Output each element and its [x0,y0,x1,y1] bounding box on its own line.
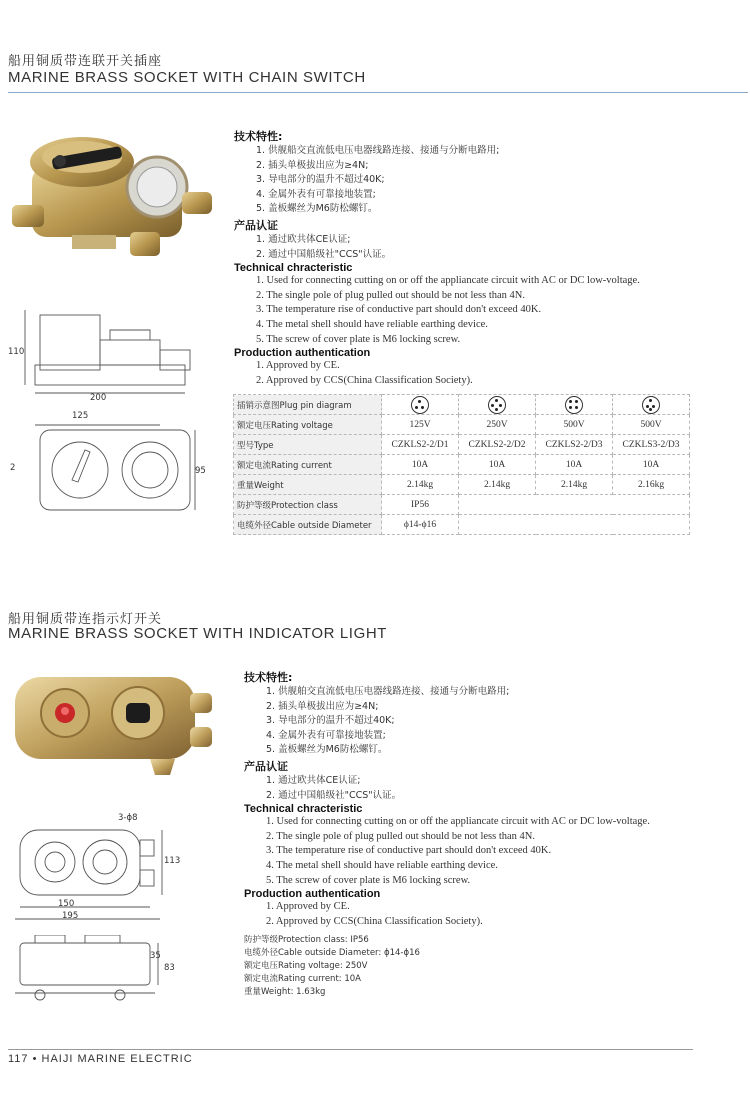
list-item: 1. 通过欧共体CE认证; [256,233,351,245]
table-cell: 125V [382,415,459,435]
table-cell: CZKLS2-2/D1 [382,435,459,455]
table-row [234,435,690,455]
pin-diagram-icon [642,396,660,414]
protection-label: 防护等级Protection class [234,495,382,515]
list-item: 3. The temperature rise of conductive part should don't exceed 40K. [256,304,542,316]
table-cell: CZKLS3-2/D3 [613,435,690,455]
list-item: 1. Approved by CE. [266,901,350,913]
list-item: 4. 金属外表有可靠接地装置; [256,188,376,200]
pin-diagram-icon [565,396,583,414]
chain-switch-socket-photo [12,127,222,267]
table-cell: 250V [459,415,536,435]
cert-cn-heading: 产品认证 [244,759,288,773]
list-item: 3. The temperature rise of conductive part should don't exceed 40K. [266,845,552,857]
cert-cn-list [266,774,650,803]
table-cell: CZKLS2-2/D2 [459,435,536,455]
list-item: 2. The single pole of plug pulled out should be not less than 4N. [256,289,525,301]
section1-text [234,128,640,388]
dim-h3: 83 [164,963,175,973]
dim-left: 2 [10,463,16,473]
table-cell: 500V [536,415,613,435]
list-item: 1. 通过欧共体CE认证; [266,774,361,786]
table-row [234,475,690,495]
tech-cn-list [256,144,640,217]
tech-en-list [256,274,640,347]
side-view-drawing [10,305,210,405]
cert-en-heading: Production authentication [234,347,371,360]
page-footer: 117 • HAIJI MARINE ELECTRIC [8,1053,193,1065]
table-cell: 2.16kg [613,475,690,495]
list-item: 1. Approved by CE. [256,360,340,372]
pin-diagram-icon [488,396,506,414]
spec-current: 额定电流Rating current: 10A [244,974,361,985]
list-item: 1. 供舰船交直流低电压电器线路连接、接通与分断电路用; [256,145,500,156]
dim-h2: 35 [150,951,161,961]
table-row [234,395,690,415]
table-row [234,455,690,475]
table-cell: 500V [613,415,690,435]
indicator-light-socket-photo [10,665,215,780]
table-cell: ϕ14-ϕ16 [382,515,459,535]
list-item: 1. Used for connecting cutting on or off the appliancate circuit with AC or DC low-voltage. [256,275,640,287]
dim-w2: 195 [62,911,79,921]
section2-title-en: MARINE BRASS SOCKET WITH INDICATOR LIGHT [8,625,388,642]
plug-diagram-label: 插销示意图Plug pin diagram [234,395,382,415]
table-row [234,515,690,535]
dim-w1: 150 [58,899,75,909]
list-item: 5. 盖板螺丝为M6防松螺钉。 [266,744,388,756]
cert-en-list [266,900,650,929]
spec-protection: 防护等级Protection class: IP56 [244,935,369,946]
cert-en-heading: Production authentication [244,888,381,901]
list-item: 2. The single pole of plug pulled out should be not less than 4N. [266,830,535,842]
tech-cn-heading: 技术特性: [244,671,293,684]
list-item: 4. The metal shell should have reliable earthing device. [266,859,498,871]
list-item: 4. 金属外表有可靠接地装置; [266,729,386,741]
dim-top: 125 [72,411,89,421]
tech-cn-list [266,685,650,758]
cable-label: 电缆外径Cable outside Diameter [234,515,382,535]
dim-side: 95 [195,466,206,476]
table-row [234,415,690,435]
list-item: 4. The metal shell should have reliable earthing device. [256,318,488,330]
spec-voltage: 额定电压Rating voltage: 250V [244,961,368,972]
list-item: 3. 导电部分的温升不超过40K; [256,174,385,186]
table-cell: 10A [459,455,536,475]
tech-en-heading: Technical chracteristic [244,803,363,816]
spec-list [244,934,650,999]
spec-cable: 电缆外径Cable outside Diameter: ϕ14-ϕ16 [244,948,420,959]
table-cell: IP56 [382,495,459,515]
top-view-drawing [10,420,210,520]
cert-en-list [256,359,640,388]
table-cell: 10A [382,455,459,475]
list-item: 5. 盖板螺丝为M6防松螺钉。 [256,203,378,215]
spec-table [233,394,690,535]
footer-rule [8,1049,693,1050]
section1-title-cn: 船用铜质带连联开关插座 [8,54,163,69]
weight-label: 重量Weight [234,475,382,495]
dim-width: 200 [90,393,107,403]
table-row [234,495,690,515]
list-item: 3. 导电部分的温升不超过40K; [266,715,395,727]
section2-title-cn: 船用铜质带连指示灯开关 [8,612,163,627]
dim-h1: 113 [164,856,181,866]
list-item: 2. 通过中国船级社"CCS"认证。 [266,789,402,801]
cert-cn-list [256,233,640,262]
indicator-side-view-drawing [10,935,170,1005]
table-cell: 2.14kg [459,475,536,495]
table-cell: 10A [613,455,690,475]
table-cell: 10A [536,455,613,475]
section2-text [244,669,650,999]
list-item: 2. 插头单极拔出应为≥4N; [256,159,369,171]
list-item: 2. Approved by CCS(China Classification Society). [266,915,483,927]
dim-height: 110 [8,347,25,357]
current-label: 额定电流Rating current [234,455,382,475]
list-item: 1. Used for connecting cutting on or off the appliancate circuit with AC or DC low-voltage. [266,816,650,828]
list-item: 2. 通过中国船级社"CCS"认证。 [256,248,392,260]
table-cell: CZKLS2-2/D3 [536,435,613,455]
pin-diagram-icon [411,396,429,414]
dim-hole: 3-ϕ8 [118,813,138,823]
section1-title-en: MARINE BRASS SOCKET WITH CHAIN SWITCH [8,69,366,86]
list-item: 5. The screw of cover plate is M6 locking screw. [256,333,461,345]
list-item: 1. 供舰舶交直流低电压电器线路连接、接通与分断电路用; [266,686,510,697]
voltage-label: 额定电压Rating voltage [234,415,382,435]
list-item: 2. 插头单极拔出应为≥4N; [266,700,379,712]
tech-en-list [266,815,650,888]
tech-cn-heading: 技术特性: [234,130,283,143]
table-cell: 2.14kg [382,475,459,495]
spec-weight: 重量Weight: 1.63kg [244,987,326,998]
list-item: 5. The screw of cover plate is M6 locking screw. [266,874,471,886]
type-label: 型号Type [234,435,382,455]
indicator-top-view-drawing [10,815,170,925]
cert-cn-heading: 产品认证 [234,218,278,232]
tech-en-heading: Technical chracteristic [234,262,353,275]
table-cell: 2.14kg [536,475,613,495]
list-item: 2. Approved by CCS(China Classification Society). [256,374,473,386]
section1-rule [8,92,748,93]
